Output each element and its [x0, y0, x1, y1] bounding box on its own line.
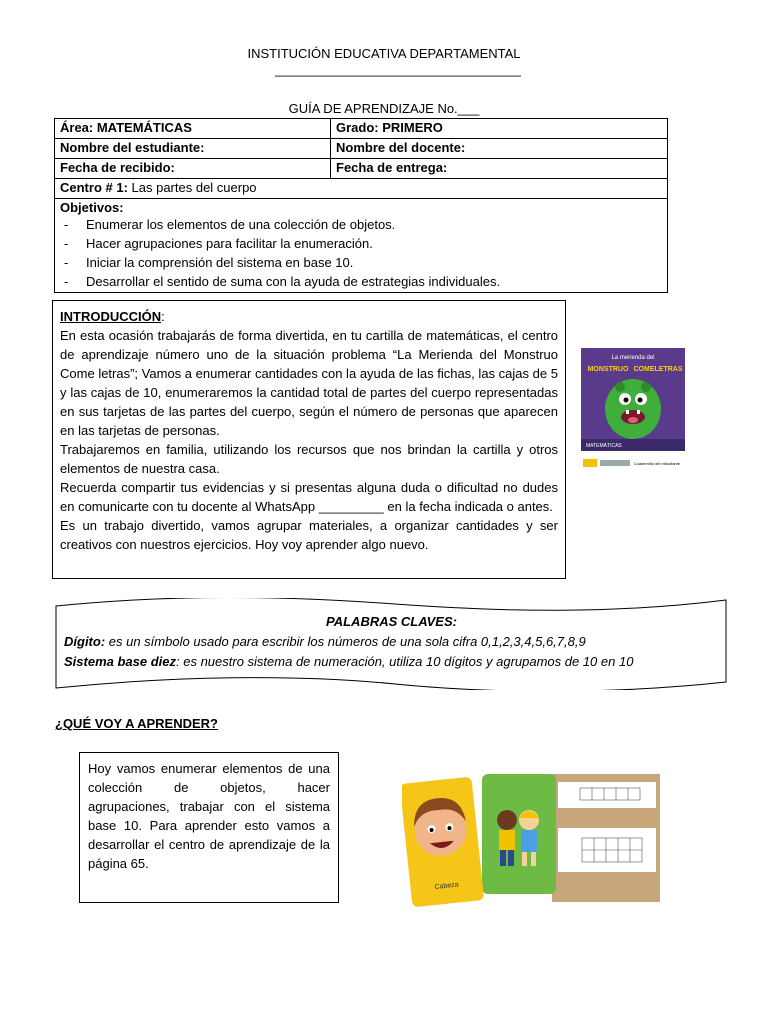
keywords-title: PALABRAS CLAVES: [326, 614, 457, 629]
received-date-cell: Fecha de recibido: [55, 159, 331, 179]
center-label: Centro # 1: [60, 180, 128, 195]
keywords-box [64, 612, 719, 672]
book-title-a: MONSTRUO [587, 366, 629, 373]
keyword-term: Sistema base diez [64, 654, 176, 669]
delivery-date-cell: Fecha de entrega: [331, 159, 668, 179]
info-table [54, 118, 668, 293]
guide-title: GUÍA DE APRENDIZAJE No.___ [288, 101, 480, 116]
monster-body [605, 379, 661, 439]
learn-box: Hoy vamos enumerar elementos de una colección de objetos, hacer agrupaciones, trabajar con el sistema base 10. Para aprender esto vamos a desarrollar el centro de aprendizaje de la página 65. [79, 752, 339, 903]
grade-cell: Grado: PRIMERO [331, 119, 668, 139]
book-footer: Cuadernillo del estudiante [633, 461, 680, 466]
keyword-item [64, 652, 719, 672]
head-card-label: Cabeza [434, 881, 459, 892]
book-top-text: La merienda del [611, 355, 655, 361]
learn-heading: ¿QUÉ VOY A APRENDER? [55, 716, 219, 731]
keyword-definition: es un símbolo usado para escribir los números de una sola cifra 0,1,2,3,4,5,6,7,8,9 [105, 634, 586, 649]
student-name-cell: Nombre del estudiante: [55, 139, 331, 159]
institution-blank-line: __________________________________ [275, 62, 521, 77]
objective-item: - Enumerar los elementos de una colección de objetos. [60, 215, 662, 234]
intro-paragraph: En esta ocasión trabajarás de forma divertida, en tu cartilla de matemáticas, el centro de aprendizaje número uno de la situación problema “La Merienda del Monstruo Come letras”; Vamos a enumerar cantidades con la ayuda de las fichas, las cajas de 5 y las cajas de 10, enumeraremos la cantidad total de partes del cuerpo representadas en sus tarjetas de las partes del cuerpo, según el número de personas que aparecen en las tarjetas de personas. [60, 328, 558, 438]
cards-image [402, 768, 664, 908]
objectives-cell [55, 199, 668, 293]
institution-title: INSTITUCIÓN EDUCATIVA DEPARTAMENTAL [247, 46, 521, 61]
introduction-title-colon: : [161, 309, 165, 324]
objective-item: - Iniciar la comprensión del sistema en base 10. [60, 253, 662, 272]
book-cover-image [580, 347, 686, 475]
teacher-name-cell: Nombre del docente: [331, 139, 668, 159]
book-subject: MATEMÁTICAS [586, 443, 622, 449]
objectives-label: Objetivos: [60, 200, 124, 215]
introduction-box [52, 300, 566, 579]
introduction-title: INTRODUCCIÓN [60, 309, 162, 324]
people-card [482, 774, 556, 894]
center-cell [55, 179, 668, 199]
keyword-definition: : es nuestro sistema de numeración, utiliza 10 dígitos y agrupamos de 10 en 10 [176, 654, 634, 669]
intro-paragraph: Trabajaremos en familia, utilizando los recursos que nos brindan la cartilla y otros elementos de nuestra casa. [60, 442, 558, 476]
book-title-b: COMELETRAS [633, 366, 683, 373]
objectives-list [60, 215, 662, 291]
intro-paragraph: Es un trabajo divertido, vamos agrupar materiales, a organizar cantidades y ser creativos con nuestros ejercicios. Hoy voy aprender algo nuevo. [60, 518, 558, 552]
keyword-term: Dígito: [64, 634, 106, 649]
area-cell: Área: MATEMÁTICAS [55, 119, 331, 139]
center-value: Las partes del cuerpo [127, 180, 257, 195]
keyword-item [64, 632, 719, 652]
intro-paragraph: Recuerda compartir tus evidencias y si presentas alguna duda o dificultad no dudes en comunicarte con tu docente al WhatsApp _________ en la fecha indicada o antes. [60, 480, 558, 514]
objective-item: - Desarrollar el sentido de suma con la ayuda de estrategias individuales. [60, 272, 662, 291]
objective-item: - Hacer agrupaciones para facilitar la enumeración. [60, 234, 662, 253]
